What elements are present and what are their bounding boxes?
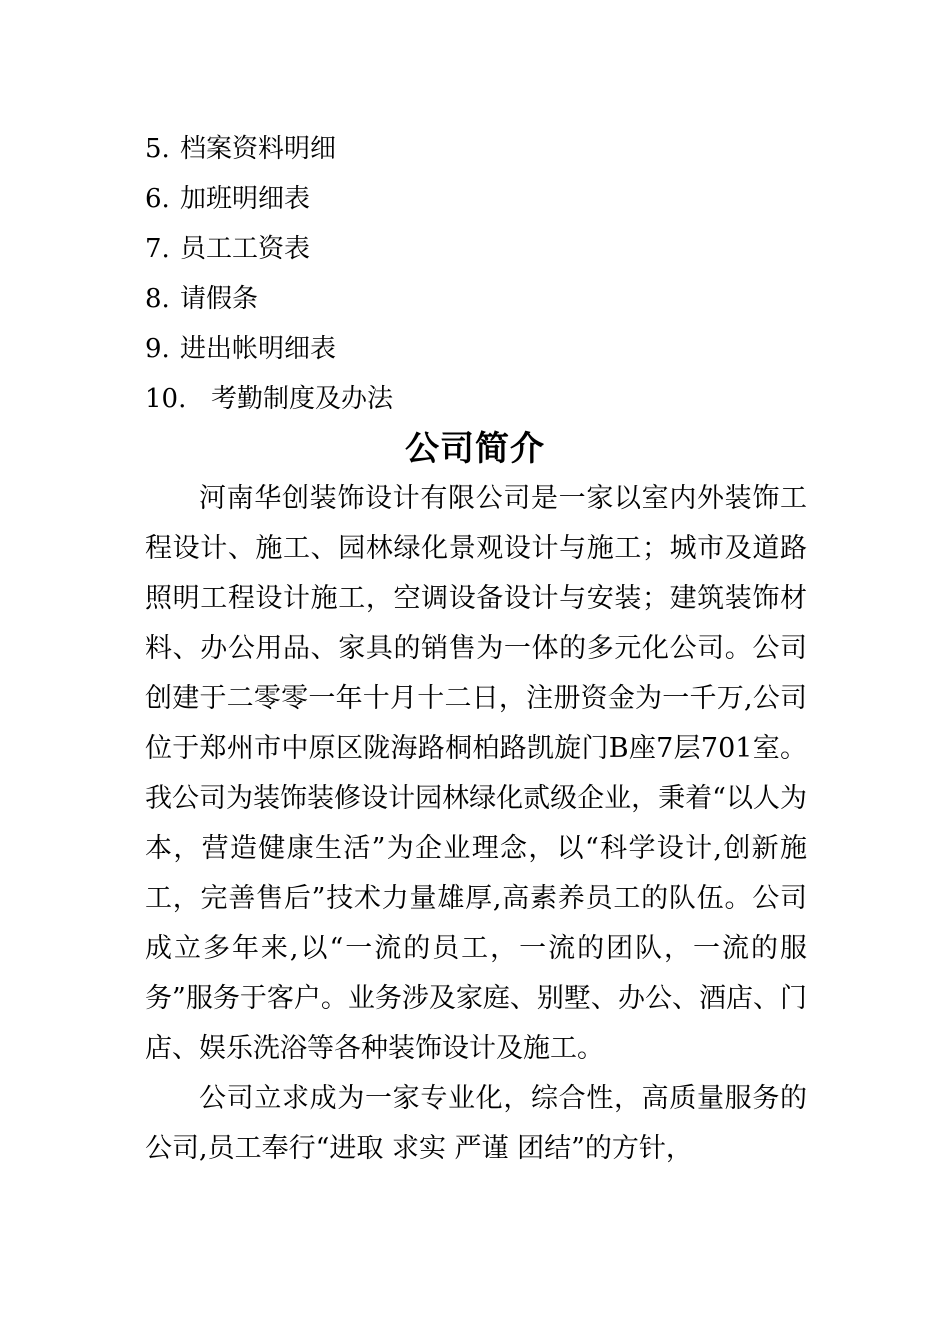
list-item	[145, 324, 805, 374]
list-item-label: 考勤制度及办法	[211, 384, 394, 414]
document-list	[145, 124, 805, 424]
section-body	[145, 474, 807, 1174]
list-item-label: 档案资料明细	[180, 134, 337, 164]
list-item-number: 7.	[145, 234, 170, 264]
list-item-number: 10.	[145, 384, 187, 414]
list-item	[145, 174, 805, 224]
list-item-number: 5.	[145, 134, 170, 164]
list-item	[145, 374, 805, 424]
list-item-label: 加班明细表	[180, 184, 311, 214]
list-item-label: 进出帐明细表	[180, 334, 337, 364]
list-item	[145, 124, 805, 174]
list-item-label: 请假条	[180, 284, 259, 314]
list-item	[145, 224, 805, 274]
section-title: 公司简介	[405, 429, 545, 469]
paragraph: 河南华创装饰设计有限公司是一家以室内外装饰工程设计、施工、园林绿化景观设计与施工；城市及道路照明工程设计施工，空调设备设计与安装；建筑装饰材料、办公用品、家具的销售为一体的多元化公司。公司创建于二零零一年十月十二日，注册资金为一千万,公司位于郑州市中原区陇海路桐柏路凯旋门B座7层701室。我公司为装饰装修设计园林绿化贰级企业，秉着“以人为本，营造健康生活”为企业理念，以“科学设计,创新施工，完善售后”技术力量雄厚,高素养员工的队伍。公司成立多年来,以“一流的员工，一流的团队，一流的服务”服务于客户。业务涉及家庭、别墅、办公、酒店、门店、娱乐洗浴等各种装饰设计及施工。	[145, 483, 807, 1064]
list-item-label: 员工工资表	[180, 234, 311, 264]
list-item-number: 9.	[145, 334, 170, 364]
list-item-number: 8.	[145, 284, 170, 314]
paragraph: 公司立求成为一家专业化，综合性，高质量服务的公司,员工奉行“进取 求实 严谨 团结”的方针，	[145, 1083, 807, 1164]
list-item-number: 6.	[145, 184, 170, 214]
list-item	[145, 274, 805, 324]
